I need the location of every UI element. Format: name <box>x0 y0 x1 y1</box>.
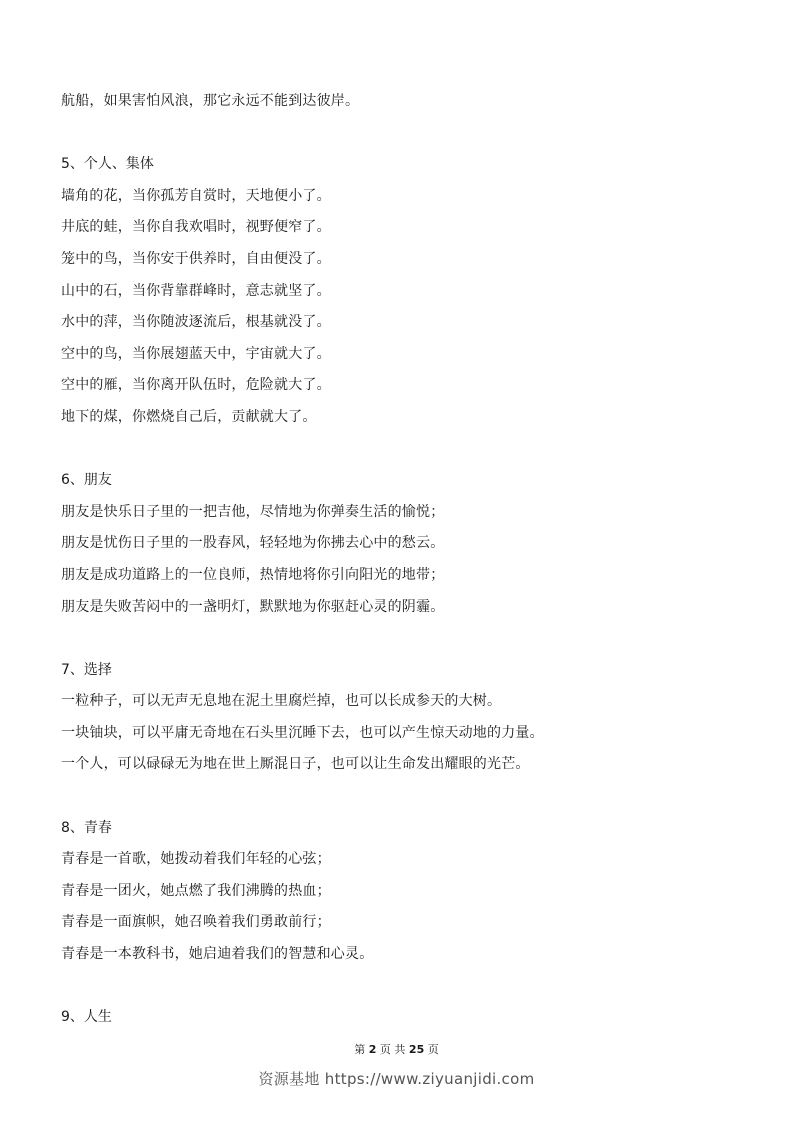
text-line: 水中的萍，当你随波逐流后，根基就没了。 <box>61 314 331 331</box>
text-line: 笼中的鸟，当你安于供养时，自由便没了。 <box>61 250 331 267</box>
section-heading: 5、个人、集体 <box>61 156 154 173</box>
footer-middle: 页 共 <box>379 1043 406 1056</box>
footer-page-number: 2 <box>368 1043 377 1056</box>
watermark-text: 资源基地 https://www.ziyuanjidi.com <box>258 1070 535 1088</box>
footer-prefix: 第 <box>354 1043 366 1056</box>
section-choice <box>61 655 741 781</box>
text-line: 井底的蛙，当你自我欢唱时，视野便窄了。 <box>61 219 331 236</box>
footer-total-pages: 25 <box>408 1043 425 1056</box>
text-line: 空中的鸟，当你展翅蓝天中，宇宙就大了。 <box>61 345 331 362</box>
text-line: 青春是一面旗帜，她召唤着我们勇敢前行； <box>61 914 331 931</box>
text-line: 青春是一团火，她点燃了我们沸腾的热血； <box>61 882 331 899</box>
section-friends <box>61 465 741 623</box>
text-line: 朋友是成功道路上的一位良师，热情地将你引向阳光的地带； <box>61 566 445 583</box>
section-youth <box>61 813 741 971</box>
footer-suffix: 页 <box>427 1043 439 1056</box>
intro-line: 航船，如果害怕风浪，那它永远不能到达彼岸。 <box>61 93 360 109</box>
section-heading: 8、青春 <box>61 819 112 836</box>
text-line: 空中的雁，当你离开队伍时，危险就大了。 <box>61 377 331 394</box>
text-line: 地下的煤，你燃烧自己后，贡献就大了。 <box>61 408 317 425</box>
section-heading: 7、选择 <box>61 661 112 678</box>
section-heading: 6、朋友 <box>61 472 112 489</box>
text-line: 一块铀块，可以平庸无奇地在石头里沉睡下去，也可以产生惊天动地的力量。 <box>61 724 544 741</box>
text-line: 墙角的花，当你孤芳自赏时，天地便小了。 <box>61 187 331 204</box>
text-line: 一个人，可以碌碌无为地在世上厮混日子，也可以让生命发出耀眼的光芒。 <box>61 756 530 773</box>
page-number-footer <box>0 1041 793 1057</box>
text-line: 山中的石，当你背靠群峰时，意志就坚了。 <box>61 282 331 299</box>
text-line: 一粒种子，可以无声无息地在泥土里腐烂掉，也可以长成参天的大树。 <box>61 693 502 710</box>
section-individual-collective <box>61 149 741 433</box>
document-body <box>61 86 741 1034</box>
text-line: 朋友是失败苦闷中的一盏明灯，默默地为你驱赶心灵的阴霾。 <box>61 598 445 615</box>
section-heading: 9、人生 <box>61 1009 112 1026</box>
text-line: 青春是一首歌，她拨动着我们年轻的心弦； <box>61 851 331 868</box>
text-line: 朋友是快乐日子里的一把吉他，尽情地为你弹奏生活的愉悦； <box>61 503 445 520</box>
section-life <box>61 1002 741 1034</box>
text-line: 青春是一本教科书，她启迪着我们的智慧和心灵。 <box>61 946 374 963</box>
text-line: 朋友是忧伤日子里的一股春风，轻轻地为你拂去心中的愁云。 <box>61 535 445 552</box>
